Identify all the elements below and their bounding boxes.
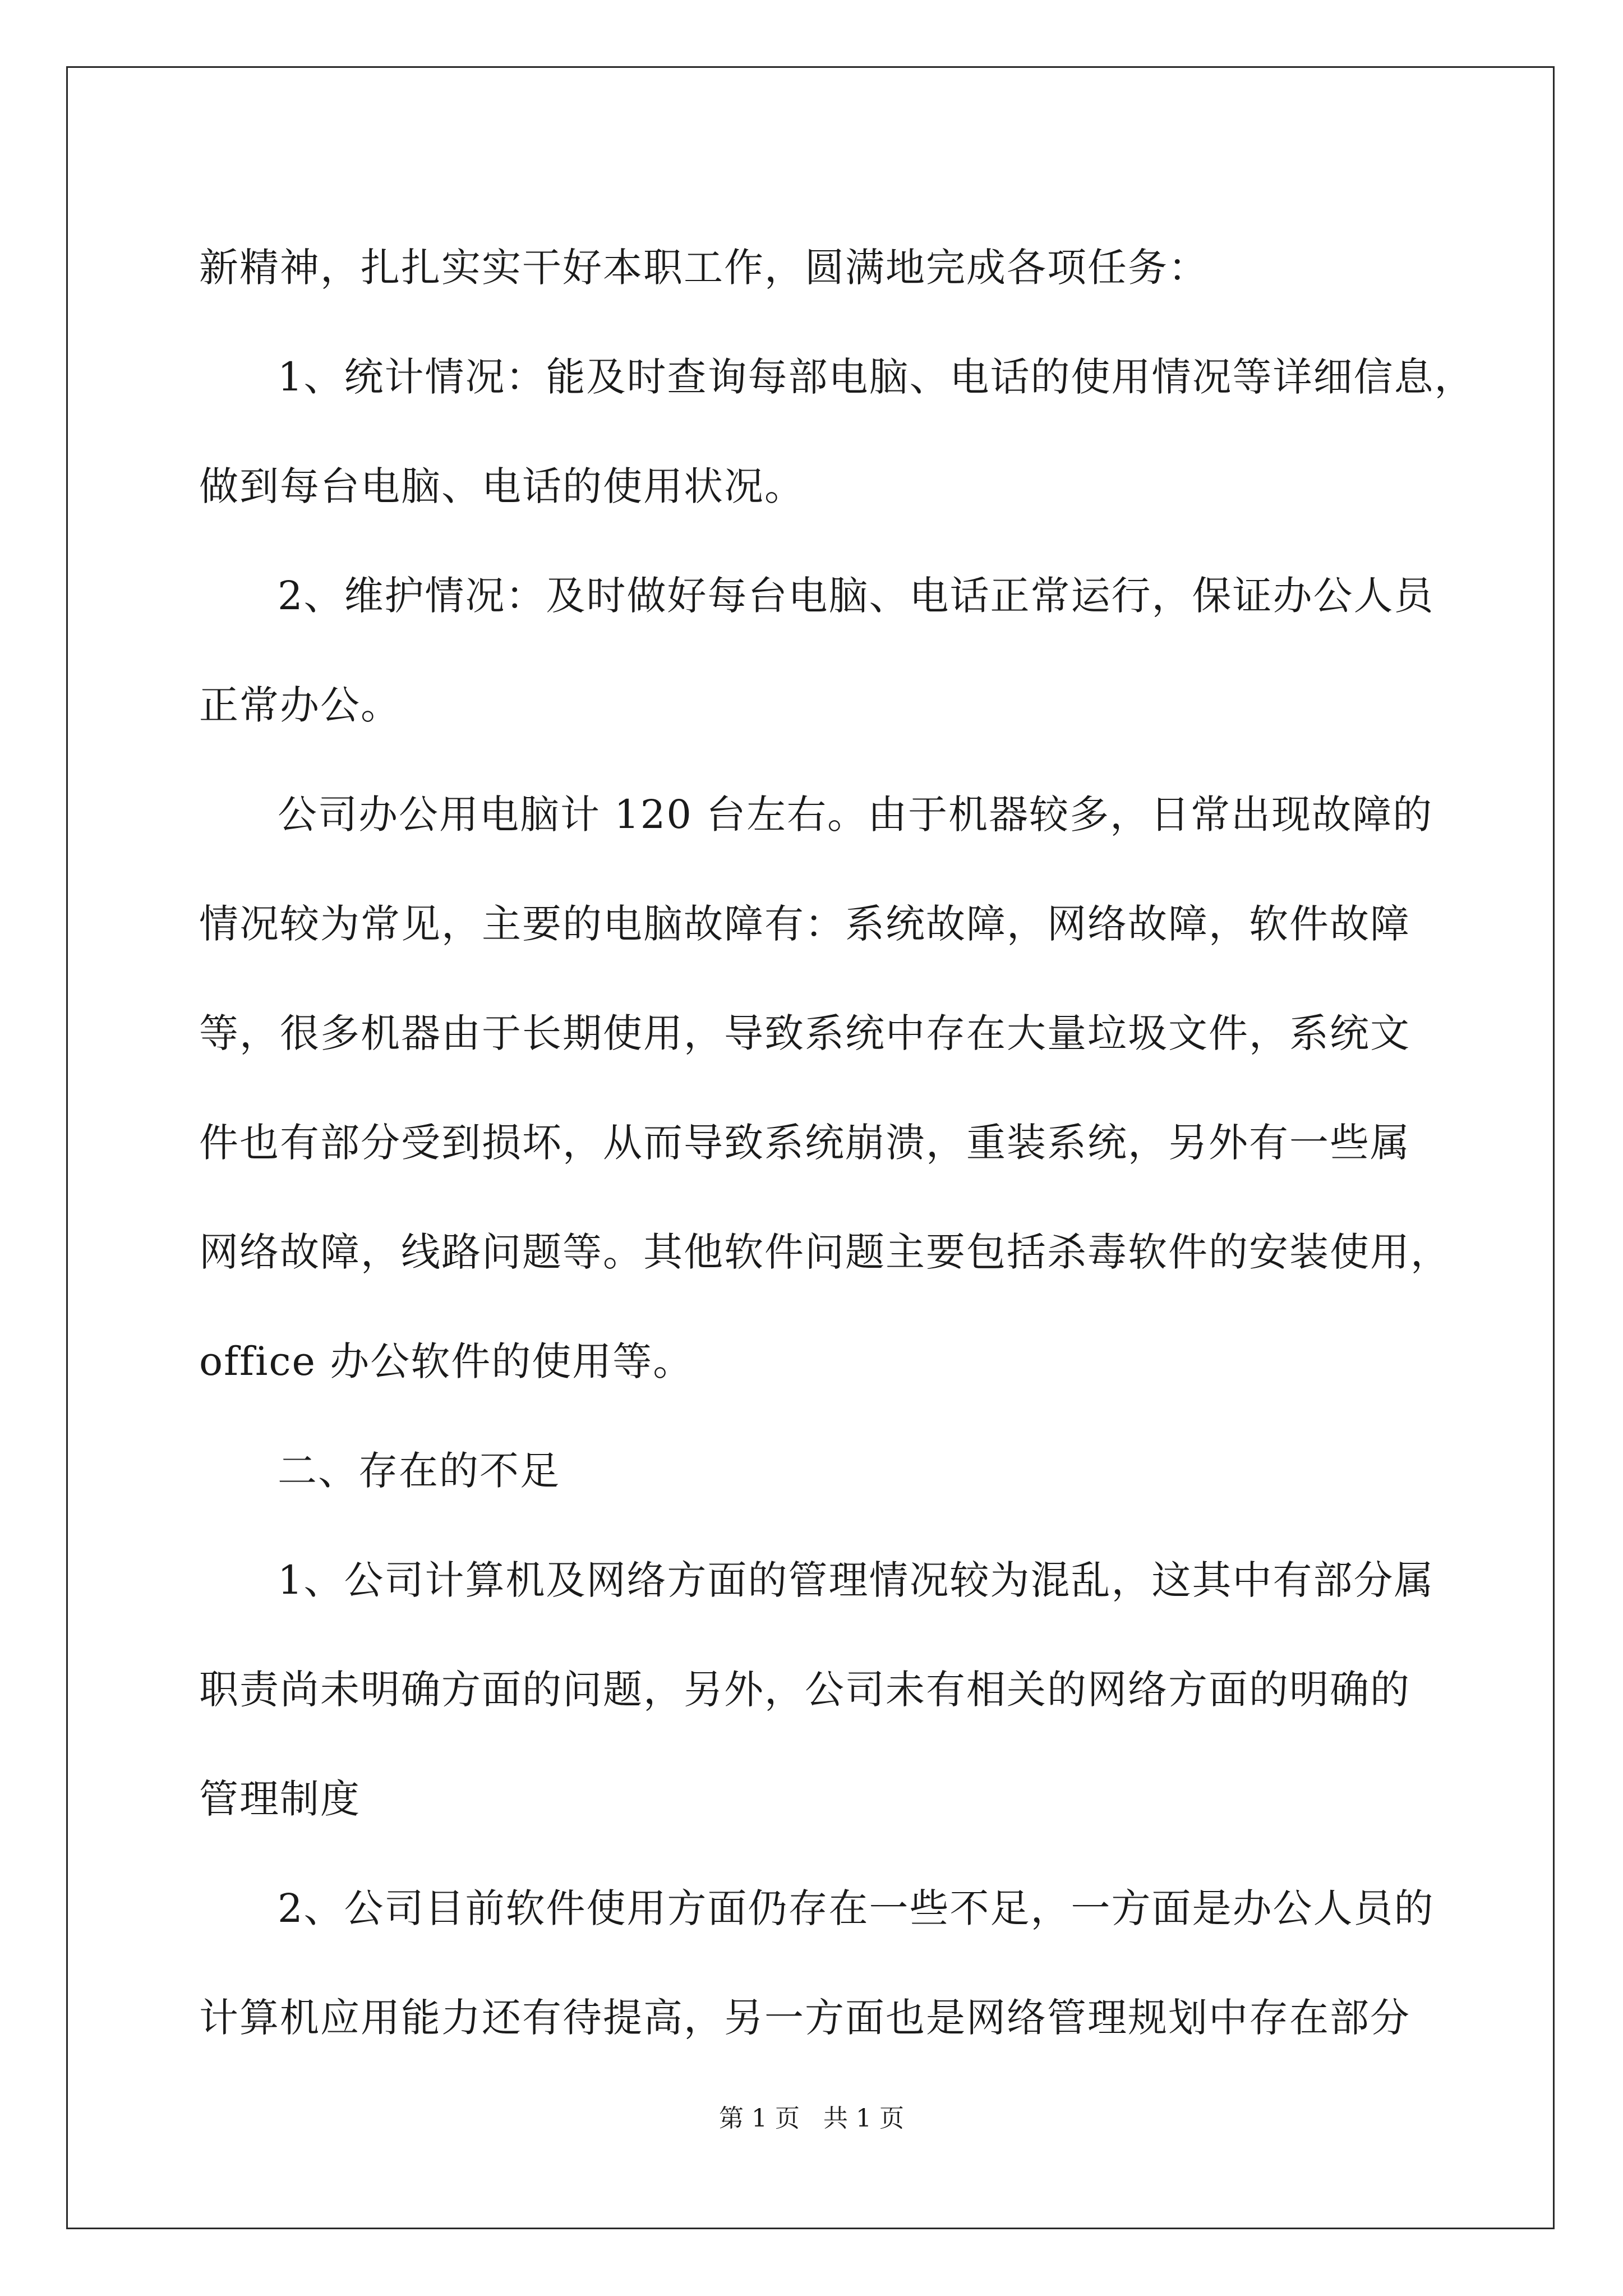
text-line: 情况较为常见，主要的电脑故障有：系统故障，网络故障，软件故障 xyxy=(199,901,1410,947)
text-line: 网络故障，线路问题等。其他软件问题主要包括杀毒软件的安装使用， xyxy=(199,1229,1451,1275)
text-line: 计算机应用能力还有待提高，另一方面也是网络管理规划中存在部分 xyxy=(199,1995,1410,2041)
text-line: 公司办公用电脑计 120 台左右。由于机器较多，日常出现故障的 xyxy=(278,792,1433,838)
text-line: 正常办公。 xyxy=(199,682,401,728)
document-body xyxy=(199,213,1475,2073)
text-line: 2、维护情况：及时做好每台电脑、电话正常运行，保证办公人员 xyxy=(278,573,1435,619)
text-line: 1、统计情况：能及时查询每部电脑、电话的使用情况等详细信息， xyxy=(278,354,1475,400)
text-line: 做到每台电脑、电话的使用状况。 xyxy=(199,463,805,509)
text-line: 1、公司计算机及网络方面的管理情况较为混乱，这其中有部分属 xyxy=(278,1557,1435,1603)
text-line: 管理制度 xyxy=(199,1776,361,1822)
section-heading: 二、存在的不足 xyxy=(278,1448,560,1494)
text-line: 件也有部分受到损坏，从而导致系统崩溃，重装系统，另外有一些属 xyxy=(199,1120,1410,1166)
text-line: 职责尚未明确方面的问题，另外，公司未有相关的网络方面的明确的 xyxy=(199,1667,1410,1713)
text-line: 等，很多机器由于长期使用，导致系统中存在大量垃圾文件，系统文 xyxy=(199,1010,1410,1056)
page-number: 第 1 页 共 1 页 xyxy=(719,2104,904,2133)
text-line: office 办公软件的使用等。 xyxy=(199,1338,694,1384)
text-line: 2、公司目前软件使用方面仍存在一些不足，一方面是办公人员的 xyxy=(278,1885,1435,1931)
text-line: 新精神，扎扎实实干好本职工作，圆满地完成各项任务： xyxy=(199,245,1209,291)
